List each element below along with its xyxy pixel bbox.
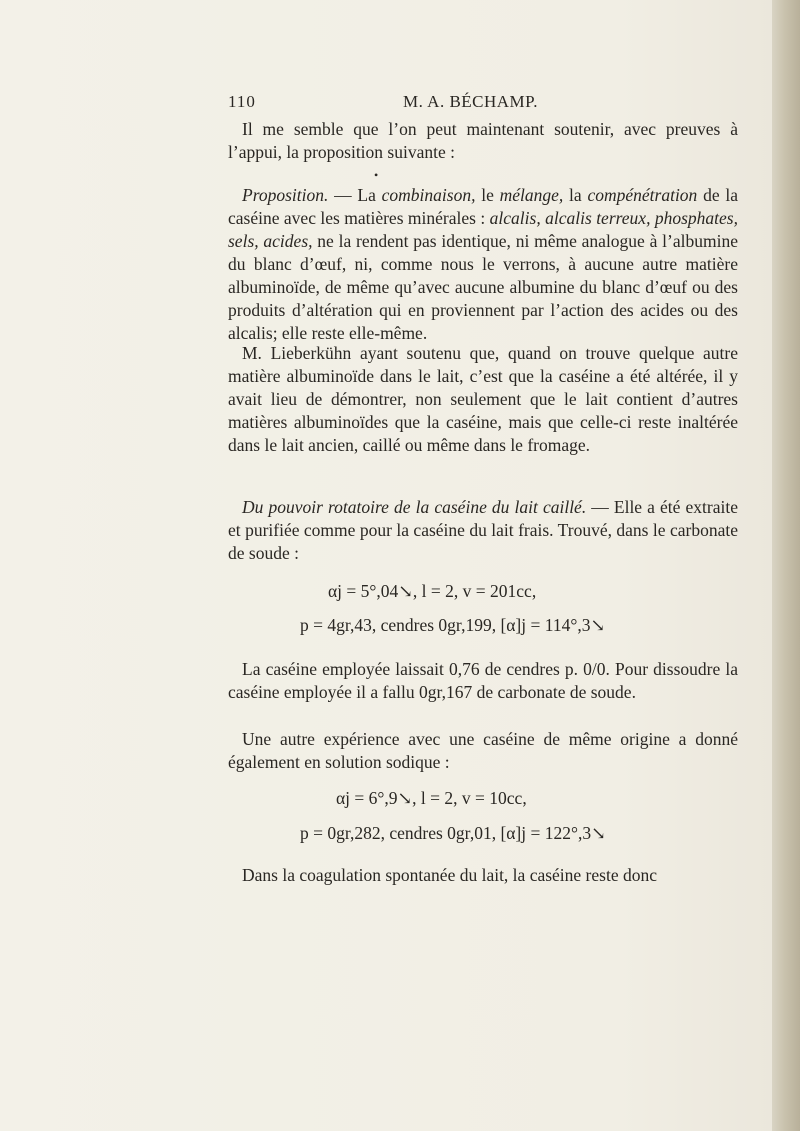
section-title: Du pouvoir rotatoire de la caséine du lait caillé. — [242, 497, 587, 517]
formula-1: αj = 5°,04↘, l = 2, v = 201cc, — [328, 581, 537, 601]
proposition-label: Proposition. — [242, 185, 329, 205]
cendres-text: La caséine employée laissait 0,76 de cendres p. 0/0. Pour dissoudre la caséine employée il a fallu 0gr,167 de carbonate de soude. — [228, 659, 738, 702]
page-number: 110 — [228, 92, 256, 111]
coagulation-text: Dans la coagulation spontanée du lait, la caséine reste donc — [242, 865, 657, 885]
paragraph-cendres — [228, 658, 738, 704]
paragraph-coagulation — [228, 864, 738, 887]
formula-2: p = 4gr,43, cendres 0gr,199, [α]j = 114°,3↘ — [300, 615, 606, 635]
formula-3: αj = 6°,9↘, l = 2, v = 10cc, — [336, 788, 527, 808]
page-edge — [772, 0, 800, 1131]
paragraph-autre — [228, 728, 738, 774]
bullet-mark: • — [374, 168, 379, 182]
paragraph-lieberkuhn — [228, 342, 738, 457]
formula-4: p = 0gr,282, cendres 0gr,01, [α]j = 122°,3↘ — [300, 823, 606, 843]
paragraph-proposition: Proposition. — La combinaison, le mélange, la compénétration de la caséine avec les matières minérales : alcalis, alcalis terreux, phosphates, sels, acides, ne la rendent pas identique, ni même analogue à l’albumine du blanc d’œuf, ni, comme nous le verrons, à aucune autre matière albuminoïde, de même qu’avec aucune albumine du blanc d’œuf ou des produits d’altération qui en proviennent par l’action des acides ou des alcalis; elle reste elle-même. — [228, 185, 738, 343]
paragraph-rotatory: Du pouvoir rotatoire de la caséine du lait caillé. — Elle a été extraite et purifiée comme pour la caséine du lait frais. Trouvé, dans le carbonate de soude : — [228, 497, 738, 563]
page-header — [228, 92, 538, 114]
running-head: M. A. BÉCHAMP. — [402, 92, 538, 111]
autre-text: Une autre expérience avec une caséine de même origine a donné également en solution sodique : — [228, 729, 738, 772]
lieberkuhn-text: M. Lieberkühn ayant soutenu que, quand on trouve quelque autre matière albuminoïde dans le lait, c’est que la caséine a été altérée, il y avait lieu de démontrer, non seulement que le lait contient d’autres matières albuminoïdes que la caséine, mais que celle-ci reste inaltérée dans le lait ancien, caillé ou même dans le fromage. — [228, 343, 738, 455]
intro-text: Il me semble que l’on peut maintenant soutenir, avec preuves à l’appui, la proposition suivante : — [228, 119, 738, 162]
paragraph-intro — [228, 118, 738, 164]
